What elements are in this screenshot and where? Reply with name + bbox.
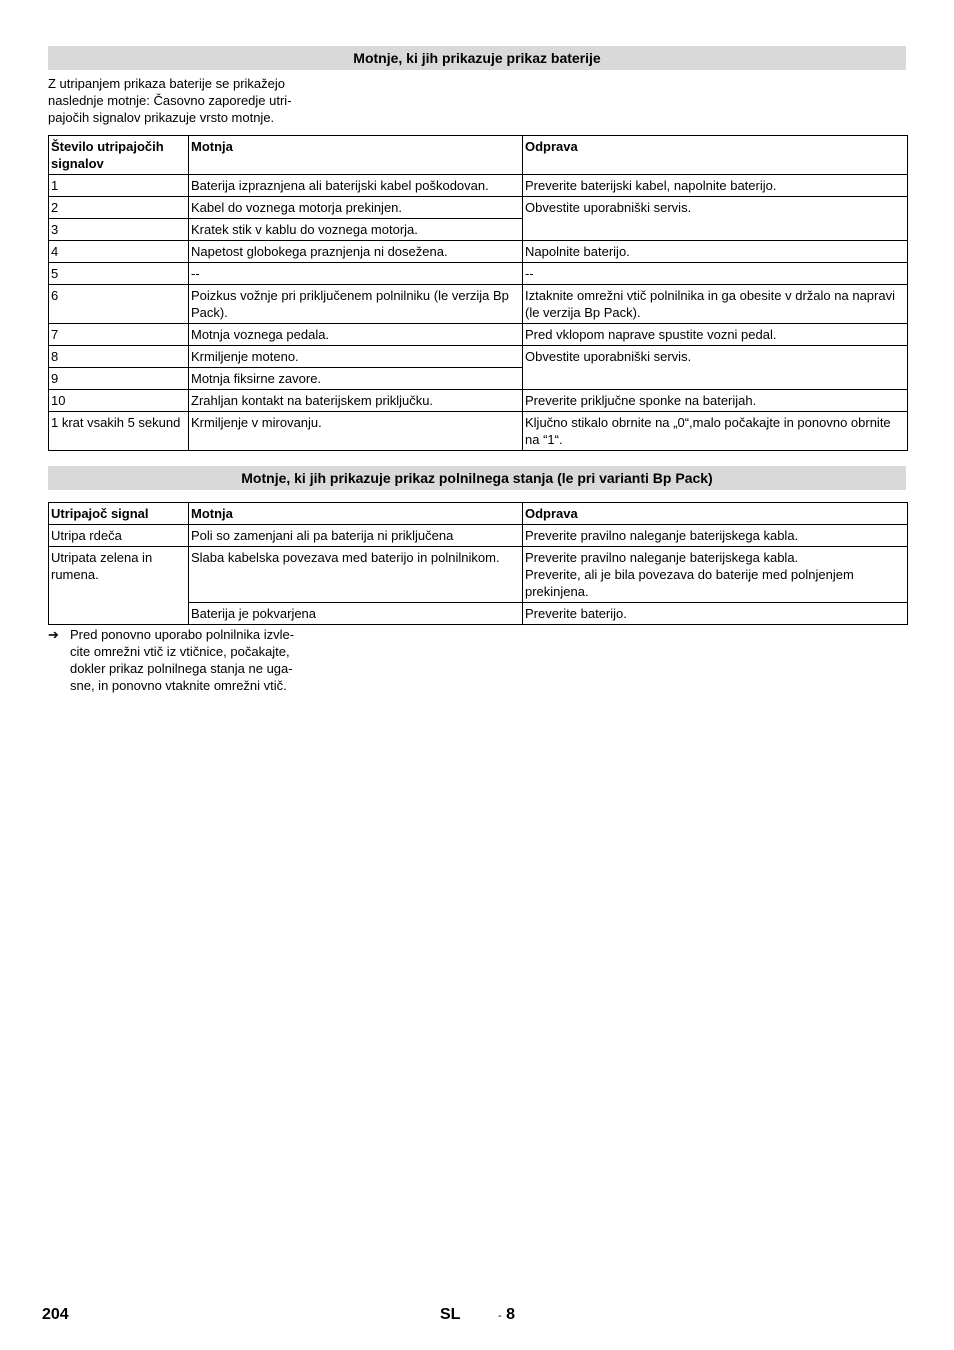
remedy-cell: Preverite baterijski kabel, napolnite baterijo.	[523, 175, 908, 197]
fault-cell: Zrahljan kontakt na baterijskem priključku.	[189, 390, 523, 412]
remedy-cell: Ključno stikalo obrnite na „0“,malo počakajte in ponovno obrnite na “1“.	[523, 412, 908, 451]
remedy-cell: Pred vklopom naprave spustite vozni pedal.	[523, 324, 908, 346]
table-row	[49, 263, 908, 285]
fault-cell: Napetost globokega praznjenja ni dosežena.	[189, 241, 523, 263]
section-title-charge-faults	[48, 466, 906, 490]
signal-cell: 8	[49, 346, 189, 368]
header-remedy: Odprava	[523, 503, 908, 525]
fault-cell: Slaba kabelska povezava med baterijo in polnilnikom.	[189, 547, 523, 603]
remedy-cell: Preverite baterijo.	[523, 603, 908, 625]
fault-cell: Krmiljenje v mirovanju.	[189, 412, 523, 451]
fault-cell: Motnja voznega pedala.	[189, 324, 523, 346]
intro-paragraph: Z utripanjem prikaza baterije se prikažejo naslednje motnje: Časovno zaporedje utri- pajočih signalov prikazuje vrsto motnje.	[48, 76, 292, 125]
page-number: 204	[42, 1306, 69, 1323]
fault-cell: --	[189, 263, 523, 285]
section-title-battery-faults	[48, 46, 906, 70]
table-header-row	[49, 136, 908, 175]
remedy-cell: Obvestite uporabniški servis.	[523, 197, 908, 241]
charge-faults-table	[48, 502, 908, 625]
signal-cell: 10	[49, 390, 189, 412]
fault-cell: Poizkus vožnje pri priključenem polnilniku (le verzija Bp Pack).	[189, 285, 523, 324]
header-signal: Utripajoč signal	[49, 503, 189, 525]
header-fault: Motnja	[189, 136, 523, 175]
signal-cell: Utripata zelena in rumena.	[49, 547, 189, 625]
table-row	[49, 525, 908, 547]
fault-cell: Kratek stik v kablu do voznega motorja.	[189, 219, 523, 241]
table-row	[49, 412, 908, 451]
table-row	[49, 390, 908, 412]
table-header-row	[49, 503, 908, 525]
arrow-right-icon: ➔	[48, 627, 59, 642]
remedy-cell: Preverite pravilno naleganje baterijskega kabla.	[523, 525, 908, 547]
remedy-cell: --	[523, 263, 908, 285]
battery-faults-table	[48, 135, 908, 451]
instruction-note	[48, 626, 338, 694]
signal-cell: 6	[49, 285, 189, 324]
language-code: SL	[440, 1306, 461, 1323]
remedy-cell: Preverite pravilno naleganje baterijskega kabla. Preverite, ali je bila povezava do baterije med polnjenjem prekinjena.	[523, 547, 908, 603]
fault-cell: Poli so zamenjani ali pa baterija ni priključena	[189, 525, 523, 547]
signal-cell: 4	[49, 241, 189, 263]
remedy-cell: Iztaknite omrežni vtič polnilnika in ga obesite v držalo na napravi (le verzija Bp Pack).	[523, 285, 908, 324]
remedy-cell: Napolnite baterijo.	[523, 241, 908, 263]
signal-cell: 3	[49, 219, 189, 241]
signal-cell: 2	[49, 197, 189, 219]
header-remedy: Odprava	[523, 136, 908, 175]
signal-cell: 1 krat vsakih 5 sekund	[49, 412, 189, 451]
signal-cell: 1	[49, 175, 189, 197]
signal-cell: 7	[49, 324, 189, 346]
signal-cell: 5	[49, 263, 189, 285]
table-row	[49, 346, 908, 368]
header-signal-count: Število utripajočih signalov	[49, 136, 189, 175]
note-text: Pred ponovno uporabo polnilnika izvle- cite omrežni vtič iz vtičnice, počakajte, dokler prikaz polnilnega stanja ne uga- sne, in ponovno vtaknite omrežni vtič.	[70, 627, 295, 693]
table-row	[49, 547, 908, 603]
remedy-cell: Obvestite uporabniški servis.	[523, 346, 908, 390]
section-title-text: Motnje, ki jih prikazuje prikaz polnilnega stanja (le pri varianti Bp Pack)	[241, 469, 713, 486]
section-title-text: Motnje, ki jih prikazuje prikaz baterije	[353, 49, 601, 66]
remedy-cell: Preverite priključne sponke na baterijah.	[523, 390, 908, 412]
footer-num: 8	[506, 1306, 516, 1323]
signal-cell: Utripa rdeča	[49, 525, 189, 547]
fault-cell: Krmiljenje moteno.	[189, 346, 523, 368]
fault-cell: Motnja fiksirne zavore.	[189, 368, 523, 390]
footer-dash: -	[498, 1310, 502, 1322]
table-row	[49, 197, 908, 219]
fault-cell: Kabel do voznega motorja prekinjen.	[189, 197, 523, 219]
table-row	[49, 285, 908, 324]
signal-cell: 9	[49, 368, 189, 390]
table-row	[49, 324, 908, 346]
fault-cell: Baterija je pokvarjena	[189, 603, 523, 625]
section-page-number	[498, 1306, 515, 1325]
header-fault: Motnja	[189, 503, 523, 525]
table-row	[49, 175, 908, 197]
table-row	[49, 241, 908, 263]
fault-cell: Baterija izpraznjena ali baterijski kabel poškodovan.	[189, 175, 523, 197]
